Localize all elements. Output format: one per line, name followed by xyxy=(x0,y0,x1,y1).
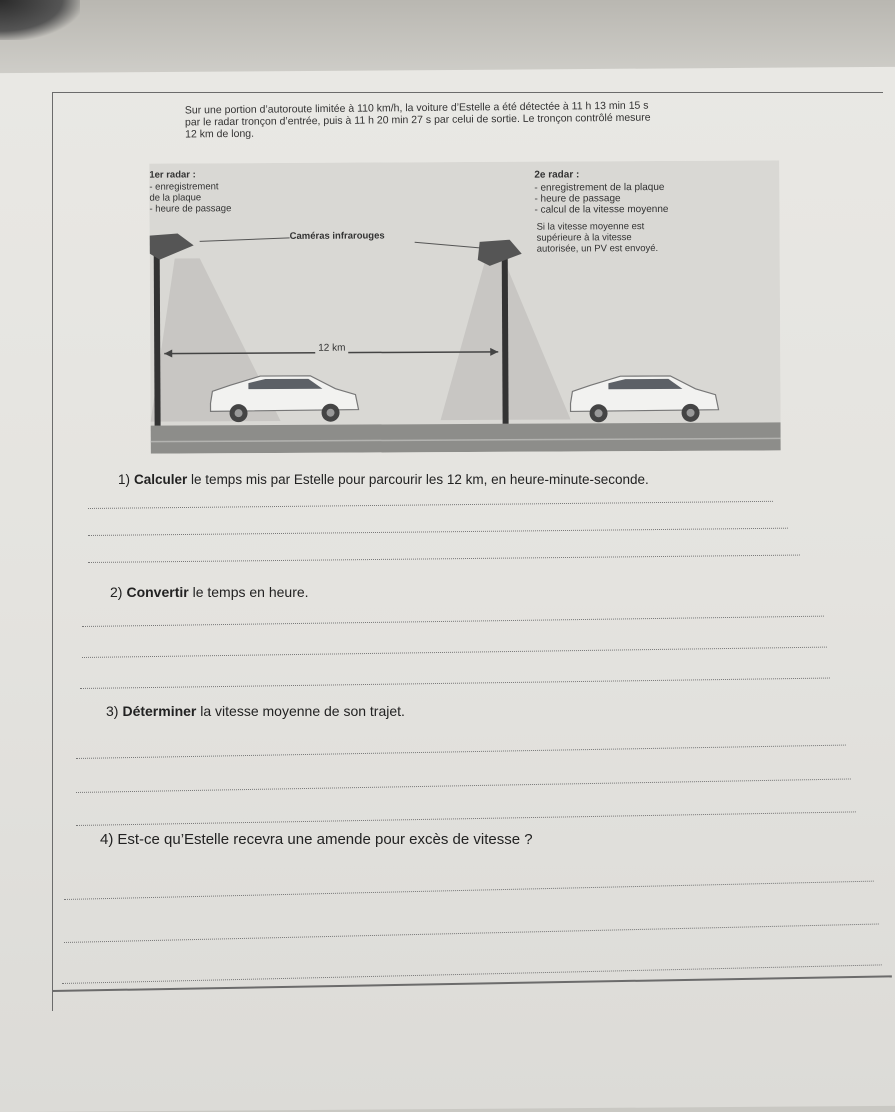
question-2 xyxy=(110,584,309,600)
radar2-label: 2e radar : xyxy=(534,169,580,181)
radar-scene xyxy=(149,160,781,453)
question-3-text: la vitesse moyenne de son trajet. xyxy=(196,703,405,719)
radar2-details: - enregistrement de la plaque - heure de passage - calcul de la vitesse moyenne xyxy=(534,181,669,216)
distance-label: 12 km xyxy=(315,343,348,354)
question-2-text: le temps en heure. xyxy=(188,584,309,600)
question-1 xyxy=(118,472,649,487)
radar-illustration xyxy=(149,160,781,453)
question-2-number: 2) xyxy=(110,584,123,600)
question-4 xyxy=(100,831,533,848)
question-2-keyword: Convertir xyxy=(126,584,189,600)
radar2-pv-note: Si la vitesse moyenne est supérieure à la vitesse autorisée, un PV est envoyé. xyxy=(536,221,659,255)
cameras-label: Caméras infrarouges xyxy=(289,230,385,242)
question-1-number: 1) xyxy=(118,472,131,487)
background-shadow xyxy=(0,0,80,40)
pole-left xyxy=(154,254,161,426)
question-4-number: 4) xyxy=(100,831,114,848)
question-4-text: Est-ce qu’Estelle recevra une amende pour excès de vitesse ? xyxy=(117,831,533,848)
road xyxy=(151,422,781,453)
question-1-keyword: Calculer xyxy=(134,472,188,487)
intro-text: Sur une portion d’autoroute limitée à 110 km/h, la voiture d’Estelle a été détectée à 11 h 13 min 15 s par le radar tronçon d’entrée, puis à 11 h 20 min 27 s par celui de sortie. Le tronçon contrôlé mesure 12 km de long. xyxy=(184,99,651,141)
question-1-text: le temps mis par Estelle pour parcourir les 12 km, en heure-minute-seconde. xyxy=(187,472,649,487)
pole-right xyxy=(502,257,509,424)
question-3 xyxy=(106,703,405,719)
radar1-label: 1er radar : xyxy=(149,169,196,181)
question-3-keyword: Déterminer xyxy=(122,703,197,719)
question-3-number: 3) xyxy=(106,703,119,719)
radar1-details: - enregistrement de la plaque - heure de passage xyxy=(149,181,232,215)
